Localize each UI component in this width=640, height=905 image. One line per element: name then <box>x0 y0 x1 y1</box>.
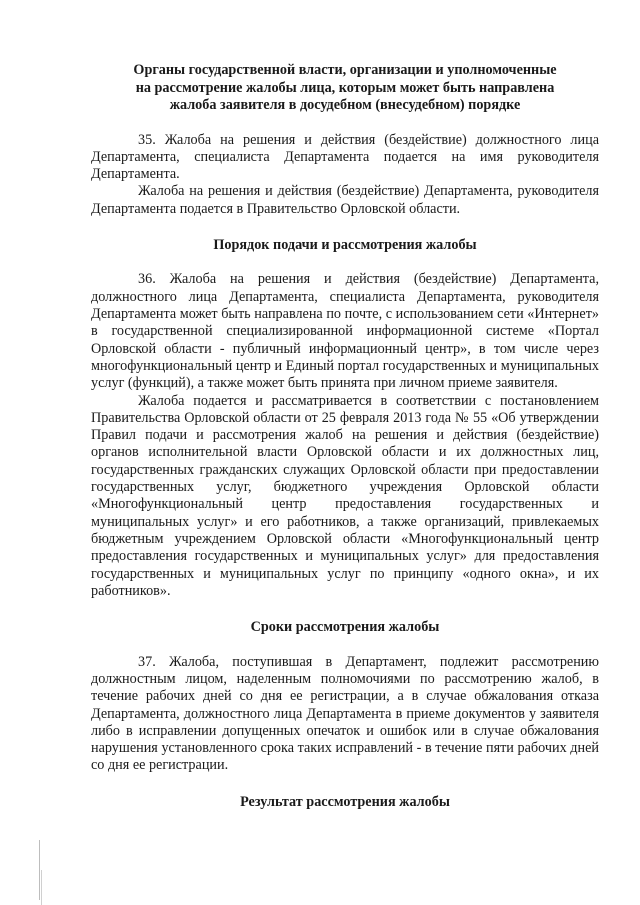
paragraph-36-continued: Жалоба подается и рассматривается в соответствии с постановлением Правительства Орловской области от 25 февраля 2013 года № 55 «Об утверждении Правил подачи и рассмотрения жалоб на решения и действия (бездействие) органов исполнительной власти Орловской области и их должностных лиц, государственных гражданских служащих Орловской области при предоставлении государственных услуг, бюджетного учреждения Орловской области «Многофункциональный центр предоставления государственных и муниципальных услуг» и его работников, а также организаций, привлекаемых бюджетным учреждением Орловской области «Многофункциональный центр предоставления государственных и муниципальных услуг» для предоставления государственных и муниципальных услуг по принципу «одного окна», и их работников». <box>91 392 599 599</box>
section-heading-complaint-authorities: Органы государственной власти, организации и уполномоченные на рассмотрение жалобы лица, которым может быть направлена жалоба заявителя в досудебном (внесудебном) порядке <box>133 62 557 113</box>
paragraph-35: 35. Жалоба на решения и действия (бездействие) должностного лица Департамента, специалиста Департамента подается на имя руководителя Департамента. <box>91 131 599 183</box>
scan-edge-line-secondary <box>41 870 42 905</box>
document-page <box>91 58 599 811</box>
section-heading-review-terms: Сроки рассмотрения жалобы <box>250 619 440 636</box>
section-heading-review-result: Результат рассмотрения жалобы <box>240 793 450 810</box>
paragraph-37: 37. Жалоба, поступившая в Департамент, подлежит рассмотрению должностным лицом, наделенным полномочиями по рассмотрению жалоб, в течение рабочих дней со дня ее регистрации, а в случае обжалования отказа Департамента, должностного лица Департамента в приеме документов у заявителя либо в исправлении допущенных опечаток и ошибок или в случае обжалования нарушения установленного срока таких исправлений - в течение пяти рабочих дней со дня ее регистрации. <box>91 653 599 774</box>
section-heading-submission-procedure: Порядок подачи и рассмотрения жалобы <box>213 236 477 253</box>
paragraph-36: 36. Жалоба на решения и действия (бездействие) Департамента, должностного лица Департамента, специалиста Департамента, руководителя Департамента может быть направлена по почте, с использованием сети «Интернет» в государственной специализированной информационной системе «Портал Орловской области - публичный информационный центр», в том числе через многофункциональный центр и Единый портал государственных и муниципальных услуг (функций), а также может быть принята при личном приеме заявителя. <box>91 271 599 392</box>
paragraph-35-continued: Жалоба на решения и действия (бездействие) Департамента, руководителя Департамента подается в Правительство Орловской области. <box>91 183 599 217</box>
scan-edge-line <box>39 840 40 900</box>
